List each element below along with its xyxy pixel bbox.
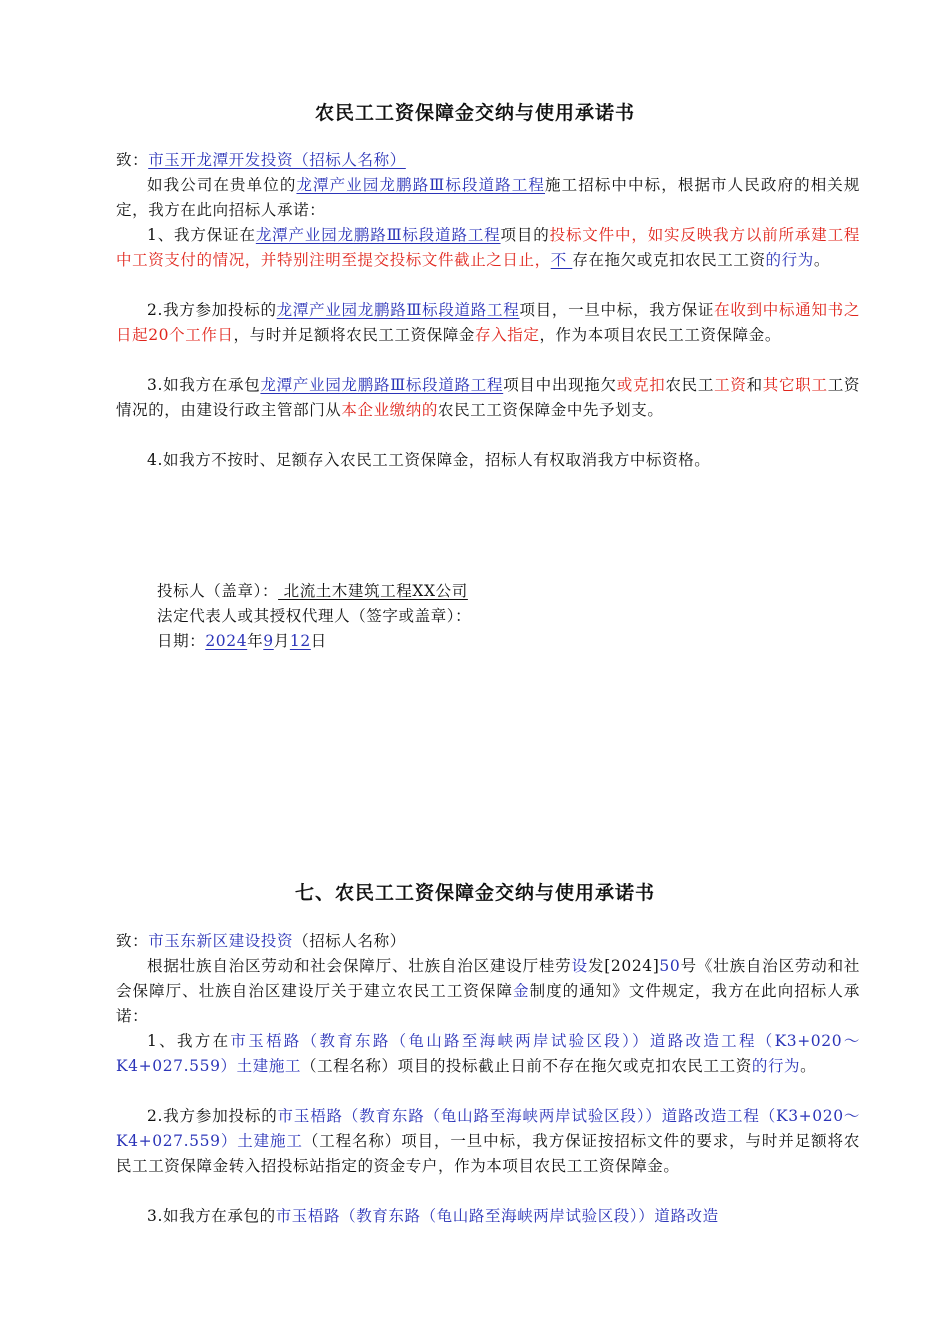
bidder-name: 北流土木建筑工程XX公司 bbox=[278, 582, 468, 600]
addressee-name: 市玉开龙潭开发投资（招标人名称） bbox=[148, 151, 406, 169]
doc1-clause-3: 3.如我方在承包龙潭产业园龙鹏路Ⅲ标段道路工程项目中出现拖欠或克扣农民工工资和其它职工工资情况的，由建设行政主管部门从本企业缴纳的农民工工资保障金中先予划支。 bbox=[116, 376, 861, 419]
doc2-clause-2: 2.我方参加投标的市玉梧路（教育东路（龟山路至海峡两岸试验区段））道路改造工程（K3+020～K4+027.559）土建施工（工程名称）项目，一旦中标，我方保证按招标文件的要求，与时并足额将农民工工资保障金转入招投标站指定的资金专户，作为本项目农民工工资保障金。 bbox=[116, 1107, 860, 1175]
addressee-name: 市玉东新区建设投资 bbox=[148, 932, 294, 950]
project-name: 市玉梧路（教育东路（龟山路至海峡两岸试验区段））道路改造工程（K3+020～K4+027.559）土建施工 bbox=[116, 1032, 860, 1075]
date-month: 9 bbox=[263, 632, 274, 650]
doc1-title: 农民工工资保障金交纳与使用承诺书 bbox=[314, 102, 635, 124]
doc2-addressee: 致：市玉东新区建设投资（招标人名称） bbox=[116, 932, 406, 950]
addressee-prefix: 致： bbox=[116, 151, 149, 169]
legal-rep-line: 法定代表人或其授权代理人（签字或盖章）： bbox=[157, 607, 472, 625]
date-day: 12 bbox=[289, 632, 311, 650]
doc2-title: 七、农民工工资保障金交纳与使用承诺书 bbox=[294, 882, 655, 904]
date-line: 日期：2024年9月12日 bbox=[157, 632, 327, 650]
doc1-clause-2: 2.我方参加投标的龙潭产业园龙鹏路Ⅲ标段道路工程项目，一旦中标，我方保证在收到中标通知书之日起20个工作日，与时并足额将农民工工资保障金存入指定，作为本项目农民工工资保障金。 bbox=[116, 301, 860, 344]
project-name: 龙潭产业园龙鹏路Ⅲ标段道路工程 bbox=[276, 301, 520, 319]
project-name: 市玉梧路（教育东路（龟山路至海峡两岸试验区段））道路改造 bbox=[275, 1207, 719, 1225]
doc1-intro-paragraph: 如我公司在贵单位的龙潭产业园龙鹏路Ⅲ标段道路工程施工招标中中标，根据市人民政府的相关规定，我方在此向招标人承诺： bbox=[116, 176, 861, 219]
project-name: 龙潭产业园龙鹏路Ⅲ标段道路工程 bbox=[296, 176, 545, 194]
doc1-clause-1: 1、我方保证在龙潭产业园龙鹏路Ⅲ标段道路工程项目的投标文件中，如实反映我方以前所承建工程中工资支付的情况，并特别注明至提交投标文件截止之日止，不 存在拖欠或克扣农民工工资的行为。 bbox=[116, 226, 861, 269]
doc1-addressee bbox=[116, 148, 860, 173]
project-name: 龙潭产业园龙鹏路Ⅲ标段道路工程 bbox=[260, 376, 504, 394]
project-name: 龙潭产业园龙鹏路Ⅲ标段道路工程 bbox=[255, 226, 501, 244]
doc2-clause-1: 1、我方在市玉梧路（教育东路（龟山路至海峡两岸试验区段））道路改造工程（K3+020～K4+027.559）土建施工（工程名称）项目的投标截止日前不存在拖欠或克扣农民工工资的行为。 bbox=[116, 1032, 860, 1075]
doc2-clause-3: 3.如我方在承包的市玉梧路（教育东路（龟山路至海峡两岸试验区段））道路改造 bbox=[147, 1207, 719, 1225]
bidder-line: 投标人（盖章）： 北流土木建筑工程XX公司 bbox=[157, 582, 468, 600]
date-year: 2024 bbox=[205, 632, 248, 650]
project-name: 市玉梧路（教育东路（龟山路至海峡两岸试验区段））道路改造工程（K3+020～K4+027.559）土建施工 bbox=[116, 1107, 860, 1150]
doc1-clause-4: 4.如我方不按时、足额存入农民工工资保障金，招标人有权取消我方中标资格。 bbox=[147, 451, 711, 469]
doc2-intro-paragraph: 根据壮族自治区劳动和社会保障厅、壮族自治区建设厅桂劳设发[2024]50号《壮族自治区劳动和社会保障厅、壮族自治区建设厅关于建立农民工工资保障金制度的通知》文件规定，我方在此向招标人承诺： bbox=[116, 957, 860, 1025]
